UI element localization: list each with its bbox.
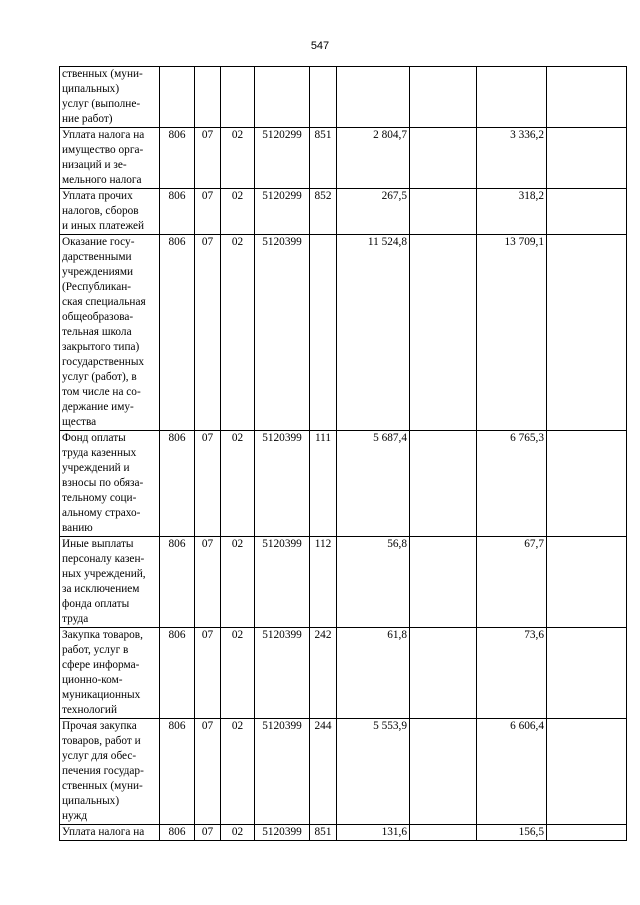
target-cell: 5120299: [255, 189, 310, 235]
amount-1-cell: 5 553,9: [337, 719, 410, 825]
row-name-line: закрытого типа): [62, 341, 140, 353]
amount-2-cell: 67,7: [477, 537, 547, 628]
amount-1-cell: 56,8: [337, 537, 410, 628]
subsection-cell: 02: [221, 825, 255, 841]
budget-table: [59, 66, 627, 841]
table-body: [60, 67, 627, 841]
expense-cell: [310, 235, 337, 431]
ministry-cell: 806: [160, 431, 195, 537]
table-row: [60, 128, 627, 189]
row-name-line: услуг (выполне-: [62, 98, 141, 110]
amount-2-cell: 6 765,3: [477, 431, 547, 537]
amount-2-cell: 318,2: [477, 189, 547, 235]
row-name-cell: [60, 67, 160, 128]
subsection-cell: 02: [221, 431, 255, 537]
row-name-line: мельного налога: [62, 174, 142, 186]
page-number: 547: [310, 40, 330, 52]
empty-cell: [410, 189, 477, 235]
row-name-line: дарственными: [62, 251, 132, 263]
section-cell: 07: [195, 628, 221, 719]
empty-cell: [547, 128, 627, 189]
amount-2-cell: 3 336,2: [477, 128, 547, 189]
subsection-cell: 02: [221, 189, 255, 235]
row-name-line: ципальных): [62, 83, 120, 95]
table-row: [60, 628, 627, 719]
amount-1-cell: 2 804,7: [337, 128, 410, 189]
row-name-line: услуг для обес-: [62, 750, 137, 762]
row-name-line: Фонд оплаты: [62, 432, 126, 444]
table-row: [60, 825, 627, 841]
section-cell: 07: [195, 825, 221, 841]
row-name-line: общеобразова-: [62, 311, 134, 323]
amount-1-cell: 11 524,8: [337, 235, 410, 431]
table-row: [60, 189, 627, 235]
empty-cell: [410, 719, 477, 825]
target-cell: 5120399: [255, 235, 310, 431]
amount-1-cell: 267,5: [337, 189, 410, 235]
amount-2-cell: 13 709,1: [477, 235, 547, 431]
amount-1-cell: 131,6: [337, 825, 410, 841]
row-name-line: учреждениями: [62, 266, 134, 278]
row-name-cell: [60, 628, 160, 719]
row-name-line: учреждений и: [62, 462, 130, 474]
table-row: [60, 67, 627, 128]
row-name-line: ционно-ком-: [62, 674, 123, 686]
expense-cell: 852: [310, 189, 337, 235]
row-name-line: и иных платежей: [62, 220, 145, 232]
section-cell: 07: [195, 719, 221, 825]
expense-cell: [310, 67, 337, 128]
subsection-cell: [221, 67, 255, 128]
target-cell: 5120399: [255, 825, 310, 841]
row-name-line: Уплата налога на: [62, 826, 145, 838]
row-name-line: печения государ-: [62, 765, 144, 777]
ministry-cell: 806: [160, 628, 195, 719]
table-row: [60, 537, 627, 628]
table-row: [60, 235, 627, 431]
expense-cell: 111: [310, 431, 337, 537]
expense-cell: 112: [310, 537, 337, 628]
row-name-line: ципальных): [62, 795, 120, 807]
row-name-cell: [60, 189, 160, 235]
row-name-line: государственных: [62, 356, 145, 368]
row-name-line: Уплата прочих: [62, 190, 133, 202]
row-name-line: ванию: [62, 522, 93, 534]
empty-cell: [410, 128, 477, 189]
empty-cell: [410, 235, 477, 431]
subsection-cell: 02: [221, 537, 255, 628]
row-name-line: труда: [62, 613, 89, 625]
empty-cell: [547, 189, 627, 235]
empty-cell: [547, 235, 627, 431]
expense-cell: 242: [310, 628, 337, 719]
row-name-line: персоналу казен-: [62, 553, 145, 565]
ministry-cell: 806: [160, 128, 195, 189]
row-name-line: муникационных: [62, 689, 141, 701]
row-name-line: том числе на со-: [62, 386, 141, 398]
row-name-line: нужд: [62, 810, 88, 822]
empty-cell: [547, 431, 627, 537]
amount-2-cell: 73,6: [477, 628, 547, 719]
expense-cell: 244: [310, 719, 337, 825]
row-name-line: сфере информа-: [62, 659, 140, 671]
row-name-line: ственных (муни-: [62, 780, 143, 792]
row-name-line: работ, услуг в: [62, 644, 129, 656]
row-name-line: низаций и зе-: [62, 159, 127, 171]
ministry-cell: 806: [160, 537, 195, 628]
subsection-cell: 02: [221, 235, 255, 431]
row-name-line: налогов, сборов: [62, 205, 139, 217]
row-name-line: Закупка товаров,: [62, 629, 143, 641]
row-name-line: держание иму-: [62, 401, 134, 413]
ministry-cell: 806: [160, 189, 195, 235]
table-row: [60, 719, 627, 825]
row-name-line: за исключением: [62, 583, 140, 595]
ministry-cell: 806: [160, 235, 195, 431]
section-cell: 07: [195, 537, 221, 628]
amount-2-cell: 6 606,4: [477, 719, 547, 825]
target-cell: 5120399: [255, 628, 310, 719]
amount-2-cell: [477, 67, 547, 128]
amount-1-cell: 61,8: [337, 628, 410, 719]
target-cell: 5120299: [255, 128, 310, 189]
empty-cell: [547, 537, 627, 628]
row-name-line: фонда оплаты: [62, 598, 130, 610]
row-name-line: (Республикан-: [62, 281, 132, 293]
row-name-line: ская специальная: [62, 296, 146, 308]
expense-cell: 851: [310, 128, 337, 189]
row-name-cell: [60, 235, 160, 431]
table-row: [60, 431, 627, 537]
target-cell: [255, 67, 310, 128]
section-cell: 07: [195, 128, 221, 189]
target-cell: 5120399: [255, 431, 310, 537]
row-name-cell: [60, 825, 160, 841]
row-name-line: имущество орга-: [62, 144, 144, 156]
empty-cell: [410, 67, 477, 128]
empty-cell: [410, 431, 477, 537]
empty-cell: [410, 537, 477, 628]
empty-cell: [410, 628, 477, 719]
empty-cell: [410, 825, 477, 841]
ministry-cell: [160, 67, 195, 128]
row-name-line: товаров, работ и: [62, 735, 141, 747]
row-name-line: ние работ): [62, 113, 113, 125]
row-name-line: ных учреждений,: [62, 568, 146, 580]
amount-1-cell: [337, 67, 410, 128]
amount-2-cell: 156,5: [477, 825, 547, 841]
expense-cell: 851: [310, 825, 337, 841]
amount-1-cell: 5 687,4: [337, 431, 410, 537]
ministry-cell: 806: [160, 825, 195, 841]
row-name-line: Оказание госу-: [62, 236, 135, 248]
row-name-line: труда казенных: [62, 447, 137, 459]
row-name-line: ственных (муни-: [62, 68, 143, 80]
row-name-line: услуг (работ), в: [62, 371, 137, 383]
section-cell: 07: [195, 189, 221, 235]
row-name-line: Иные выплаты: [62, 538, 134, 550]
row-name-line: тельному соци-: [62, 492, 137, 504]
row-name-line: альному страхо-: [62, 507, 141, 519]
section-cell: 07: [195, 235, 221, 431]
subsection-cell: 02: [221, 628, 255, 719]
empty-cell: [547, 67, 627, 128]
target-cell: 5120399: [255, 537, 310, 628]
target-cell: 5120399: [255, 719, 310, 825]
ministry-cell: 806: [160, 719, 195, 825]
subsection-cell: 02: [221, 719, 255, 825]
empty-cell: [547, 825, 627, 841]
row-name-line: Уплата налога на: [62, 129, 145, 141]
row-name-cell: [60, 431, 160, 537]
row-name-line: технологий: [62, 704, 118, 716]
section-cell: 07: [195, 431, 221, 537]
row-name-cell: [60, 719, 160, 825]
empty-cell: [547, 628, 627, 719]
row-name-line: тельная школа: [62, 326, 132, 338]
row-name-line: Прочая закупка: [62, 720, 137, 732]
row-name-line: взносы по обяза-: [62, 477, 144, 489]
row-name-cell: [60, 128, 160, 189]
subsection-cell: 02: [221, 128, 255, 189]
empty-cell: [547, 719, 627, 825]
row-name-cell: [60, 537, 160, 628]
section-cell: [195, 67, 221, 128]
row-name-line: щества: [62, 416, 97, 428]
